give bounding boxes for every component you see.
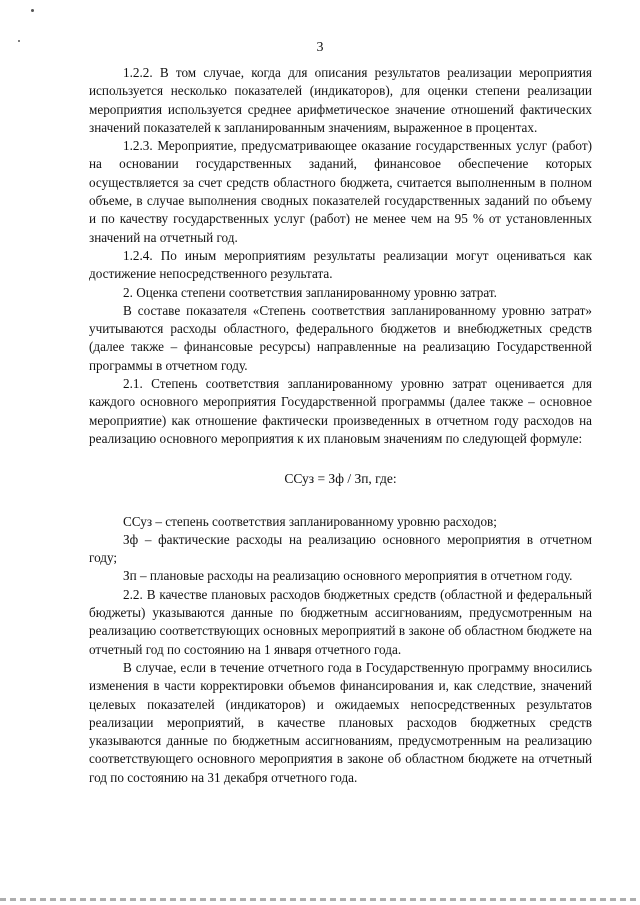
paragraph-2-1: 2.1. Степень соответствия запланированному уровню затрат оценивается для каждого основного мероприятия Государственной программы (далее также – основное мероприятие) как отношение фактически произведенных в отчетном году расходов на реализацию основного мероприятия к их плановым значениям по следующей формуле:	[89, 376, 592, 446]
paragraph-cost-composition: В составе показателя «Степень соответствия запланированному уровню затрат» учитываются расходы областного, федерального бюджетов и внебюджетных средств (далее также – финансовые ресурсы) направленные на реализацию Государственной программы в отчетном году.	[89, 302, 592, 373]
definition-zf: Зф – фактические расходы на реализацию основного мероприятия в отчетном году;	[89, 531, 592, 566]
paragraph-changes: В случае, если в течение отчетного года в Государственную программу вносились изменения в части корректировки объемов финансирования и, как следствие, значений целевых показателей (индикаторов) и ожидаемых непосредственных результатов реализации мероприятий, в качестве плановых расходов бюджетных средств указываются данные по бюджетным ассигнованиям, предусмотренным на реализацию соответствующего основного мероприятия в законе об областном бюджете на отчетный год по состоянию на 31 декабря отчетного года.	[89, 659, 592, 785]
paragraph-1-2-3: 1.2.3. Мероприятие, предусматривающее оказание государственных услуг (работ) на основании государственных заданий, финансовое обеспечение которых осуществляется за счет средств областного бюджета, считается выполненным в полном объеме, в случае выполнения сводных показателей государственных заданий по объему и по качеству государственных услуг (работ) не менее чем на 95 % от установленных значений на отчетный год.	[89, 138, 592, 245]
paragraph-2-2: 2.2. В качестве плановых расходов бюджетных средств (областной и федеральный бюджеты) указываются данные по бюджетным ассигнованиям, предусмотренным на реализацию соответствующих основных мероприятий в законе об областном бюджете на отчетный год по состоянию на 1 января отчетного года.	[89, 586, 592, 657]
page-number: 3	[316, 40, 324, 55]
definition-zp: Зп – плановые расходы на реализацию основного мероприятия в отчетном году.	[123, 568, 573, 584]
definition-ssuz: ССуз – степень соответствия запланированному уровню расходов;	[123, 513, 497, 529]
scan-speck	[31, 9, 34, 12]
paragraph-1-2-2: 1.2.2. В том случае, когда для описания результатов реализации мероприятия используется несколько показателей (индикаторов), для оценки степени реализации мероприятия используется среднее арифметическое значение отношений фактических значений показателей к запланированным значениям, выраженное в процентах.	[89, 65, 592, 135]
section-2-heading: 2. Оценка степени соответствия запланированному уровню затрат.	[123, 284, 497, 300]
document-body	[89, 64, 592, 787]
scan-bottom-edge	[0, 898, 640, 901]
formula: ССуз = Зф / Зп, где:	[284, 471, 397, 487]
paragraph-1-2-4: 1.2.4. По иным мероприятиям результаты реализации могут оцениваться как достижение непосредственного результата.	[89, 247, 592, 282]
